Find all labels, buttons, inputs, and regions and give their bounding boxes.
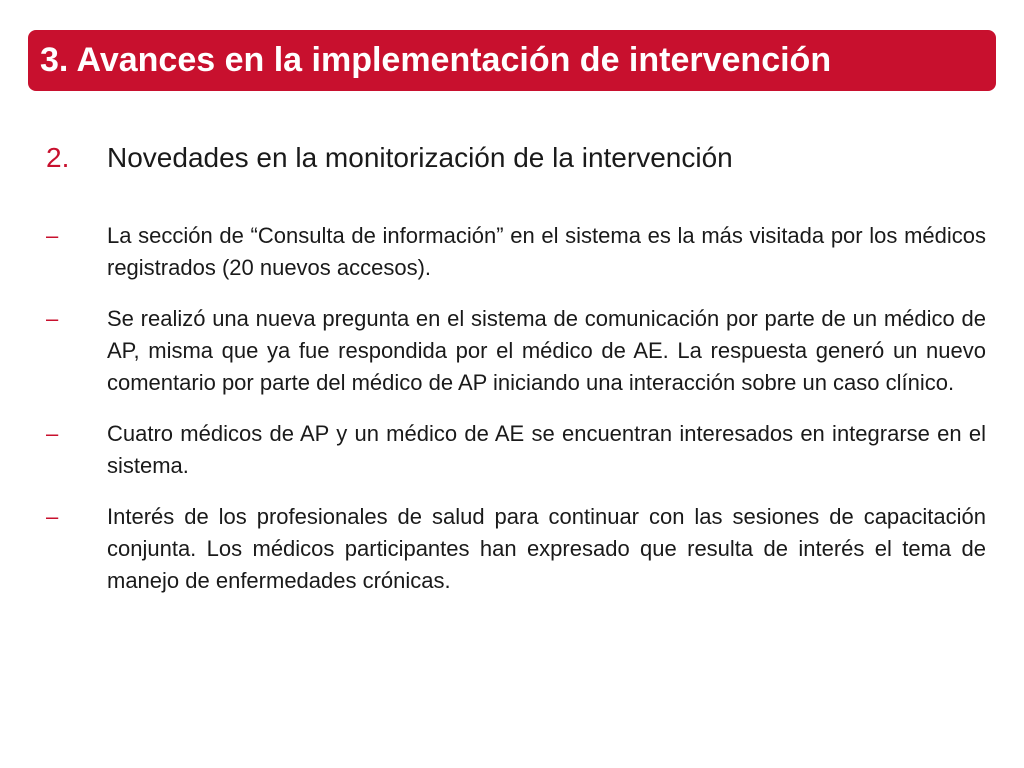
section-subheading <box>46 140 986 176</box>
bullet-dash: – <box>46 504 59 529</box>
subheading-text: Novedades en la monitorización de la intervención <box>107 142 733 173</box>
bullet-dash: – <box>46 223 59 248</box>
bullet-text: Se realizó una nueva pregunta en el sistema de comunicación por parte de un médico de AP, misma que ya fue respondida por el médico de AE. La respuesta generó un nuevo comentario por parte del médico de AP iniciando una interacción sobre un caso clínico. <box>107 306 986 395</box>
bullet-text: La sección de “Consulta de información” en el sistema es la más visitada por los médicos registrados (20 nuevos accesos). <box>107 223 986 280</box>
title-banner <box>28 30 996 91</box>
bullet-item-3 <box>46 418 986 482</box>
subheading-number: 2. <box>46 142 70 173</box>
bullet-dash: – <box>46 306 59 331</box>
bullet-item-1 <box>46 220 986 284</box>
bullet-text: Interés de los profesionales de salud para continuar con las sesiones de capacitación conjunta. Los médicos participantes han expresado que resulta de interés el tema de manejo de enfermedades crónicas. <box>107 504 986 593</box>
bullet-dash: – <box>46 421 59 446</box>
bullet-item-2 <box>46 303 986 399</box>
slide-title: 3. Avances en la implementación de intervención <box>40 41 832 79</box>
bullet-list <box>46 220 986 616</box>
bullet-item-4 <box>46 501 986 597</box>
bullet-text: Cuatro médicos de AP y un médico de AE se encuentran interesados en integrarse en el sistema. <box>107 421 986 478</box>
